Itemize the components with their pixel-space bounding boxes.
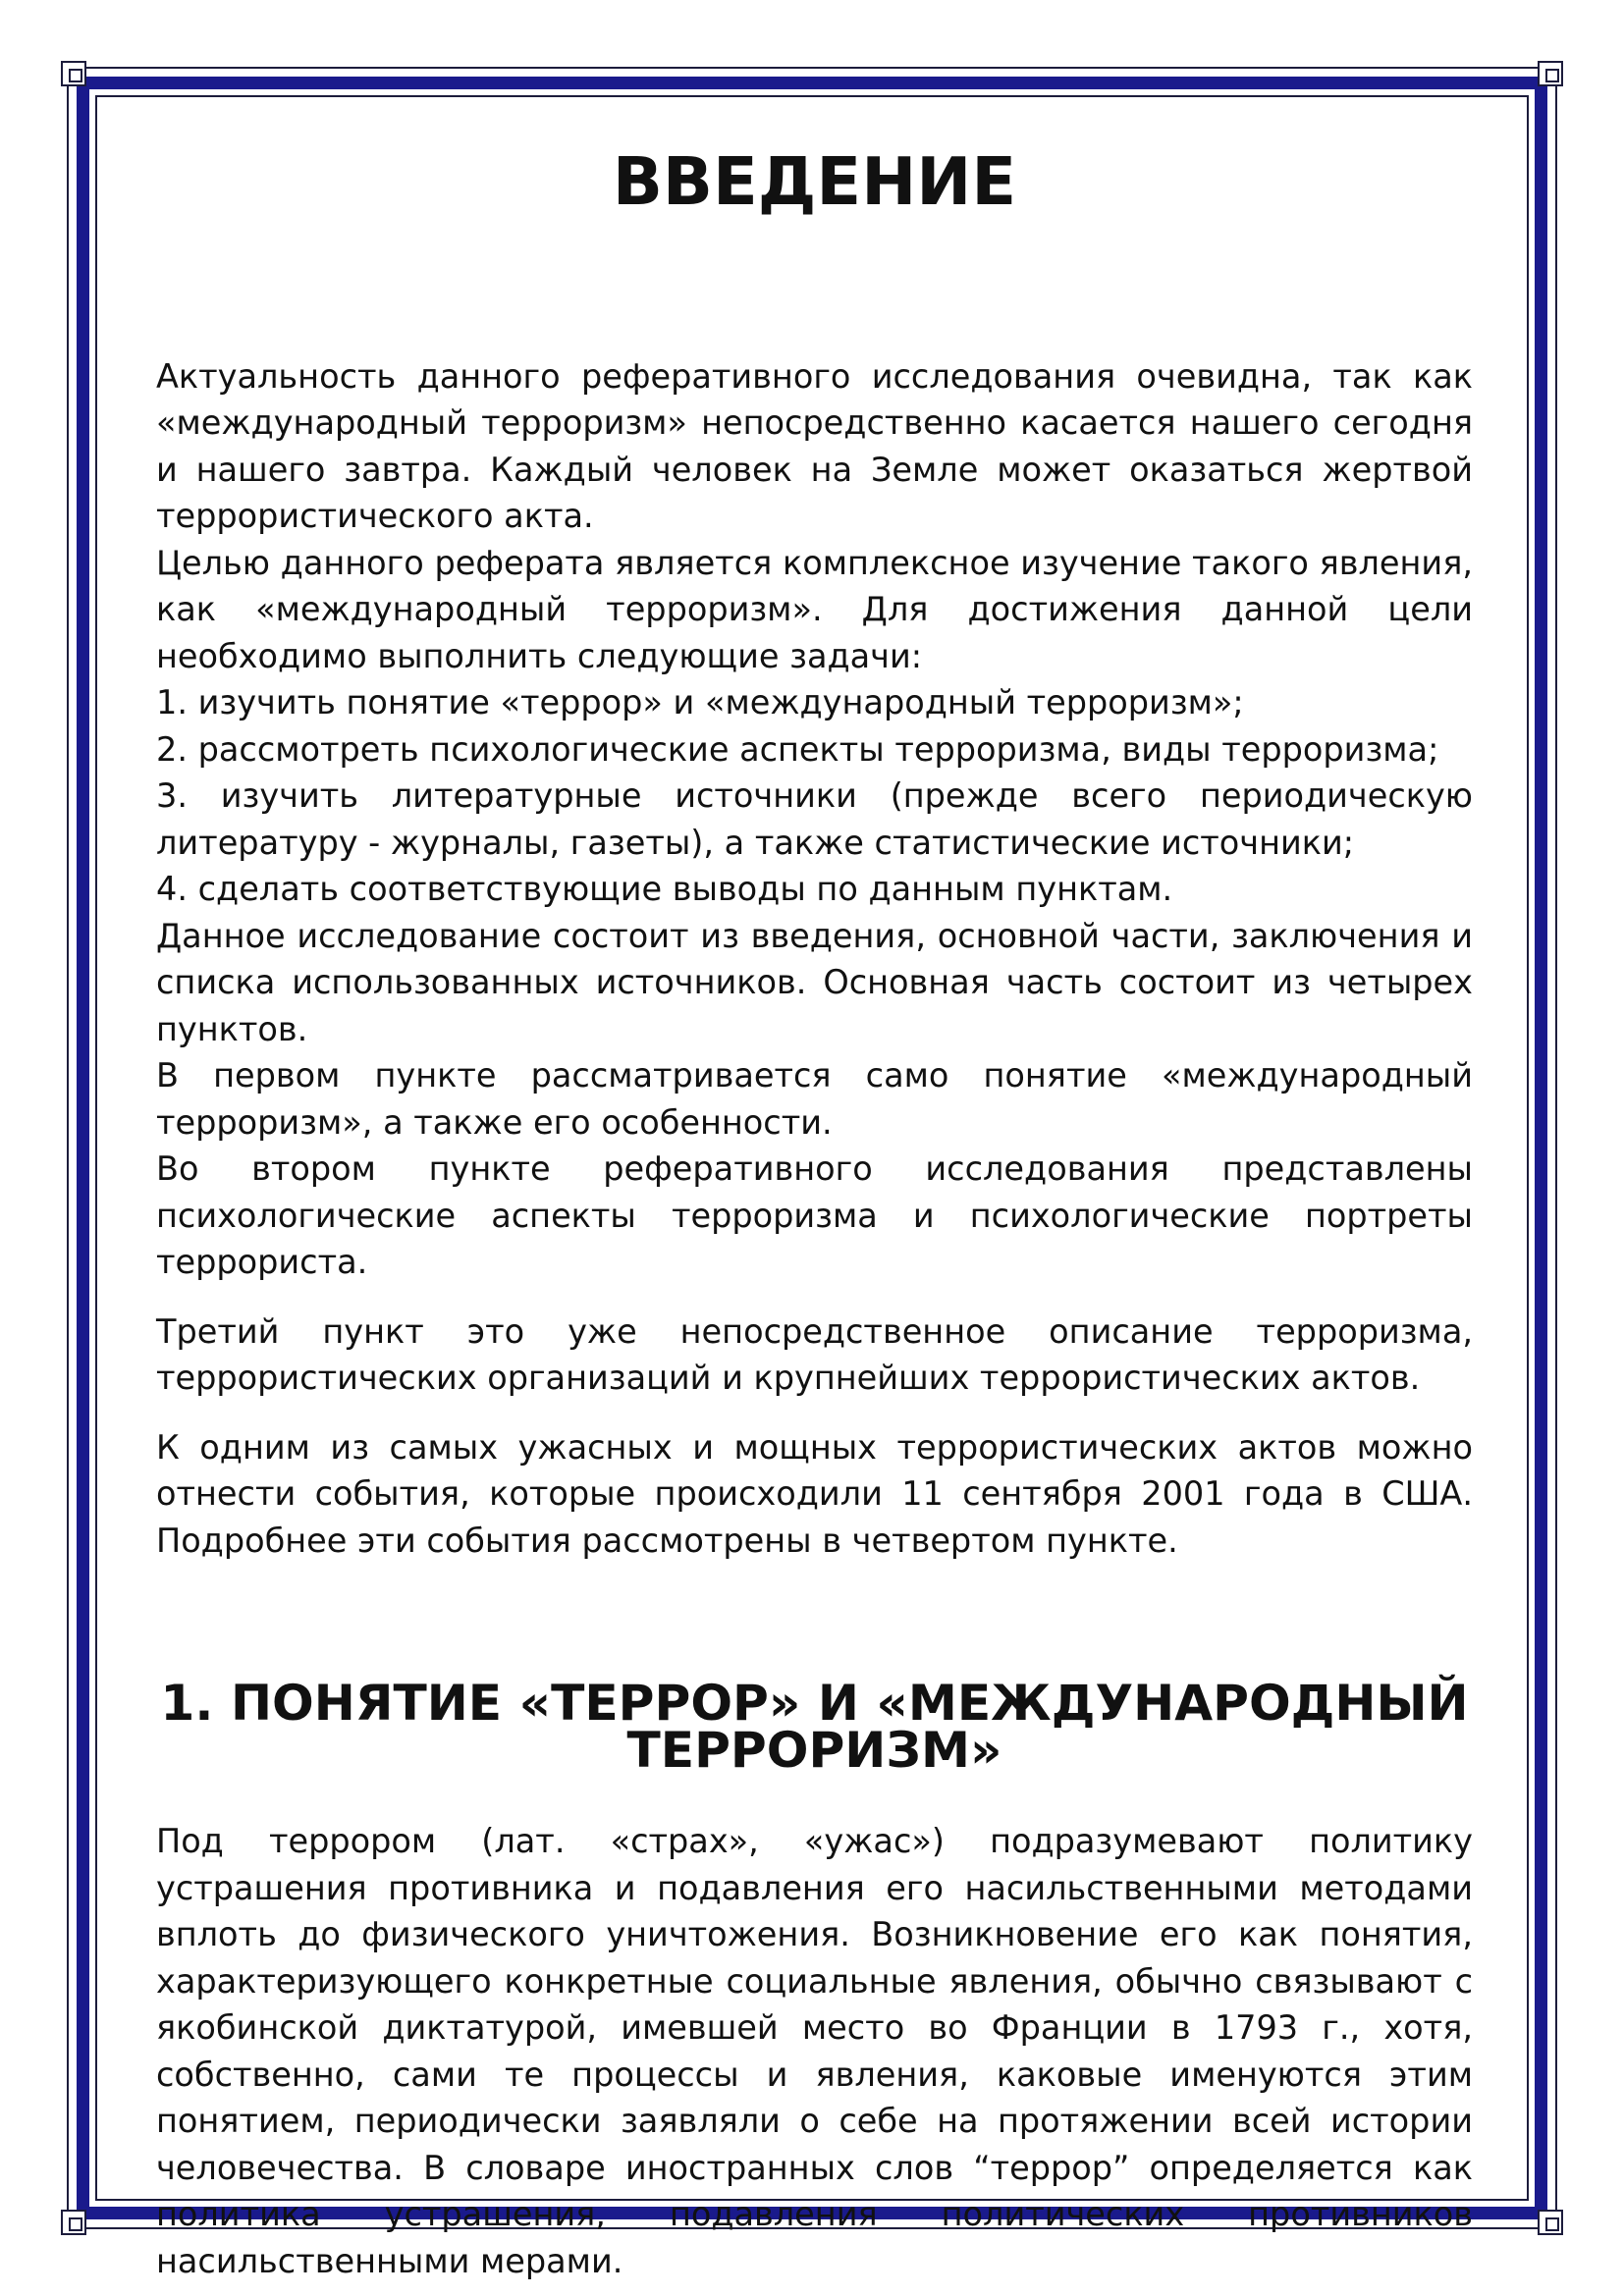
section-1-paragraph: Под террором (лат. «страх», «ужас») подразумевают политику устрашения противника и подавления его насильственными методами вплоть до физического уничтожения. Возникновение его как понятия, характеризующего конкретные социальные явления, обычно связывают с якобинской диктатурой, имевшей место во Франции в 1793 г., хотя, собственно, сами те процессы и явления, каковые именуются этим понятием, периодически заявляли о себе на протяжении всей истории человечества. В словаре иностранных слов “террор” определяется как политика устрашения, подавления политических противников насильственными мерами. [156, 1822, 1473, 2280]
intro-paragraph-relevance: Актуальность данного реферативного исследования очевидна, так как «международный терроризм» непосредственно касается нашего сегодня и нашего завтра. Каждый человек на Земле может оказаться жертвой террористического акта. [156, 356, 1473, 535]
task-item-2: 2. рассмотреть психологические аспекты терроризма, виды терроризма; [156, 729, 1439, 769]
frame-corner-ornament [61, 2210, 86, 2235]
intro-paragraph-point-2: Во втором пункте реферативного исследования представлены психологические аспекты терроризма и психологические портреты террориста. [156, 1149, 1473, 1281]
task-item-1: 1. изучить понятие «террор» и «международный терроризм»; [156, 683, 1244, 721]
task-item-3: 3. изучить литературные источники (прежде всего периодическую литературу - журналы, газеты), а также статистические источники; [156, 776, 1473, 862]
frame-corner-ornament [1538, 61, 1563, 86]
task-item-4: 4. сделать соответствующие выводы по данным пунктам. [156, 870, 1173, 908]
intro-paragraph-structure: Данное исследование состоит из введения, основной части, заключения и списка использованных источников. Основная часть состоит из четырех пунктов. [156, 916, 1473, 1048]
intro-paragraph-goal: Целью данного реферата является комплексное изучение такого явления, как «международный терроризм». Для достижения данной цели необходимо выполнить следующие задачи: [156, 543, 1473, 675]
section-1-heading: 1. ПОНЯТИЕ «ТЕРРОР» И «МЕЖДУНАРОДНЫЙ ТЕРРОРИЗМ» [160, 1674, 1469, 1779]
intro-paragraph-point-1: В первом пункте рассматривается само понятие «международный терроризм», а также его особенности. [156, 1056, 1473, 1142]
frame-corner-ornament [61, 61, 86, 86]
frame-corner-ornament [1538, 2210, 1563, 2235]
intro-heading: ВВЕДЕНИЕ [612, 143, 1017, 220]
document-body [156, 143, 1473, 2284]
intro-paragraph-point-4: К одним из самых ужасных и мощных террористических актов можно отнести события, которые происходили 11 сентября 2001 года в США. Подробнее эти события рассмотрены в четвертом пункте. [156, 1427, 1473, 1560]
intro-paragraph-point-3: Третий пункт это уже непосредственное описание терроризма, террористических организаций и крупнейших террористических актов. [156, 1311, 1473, 1397]
